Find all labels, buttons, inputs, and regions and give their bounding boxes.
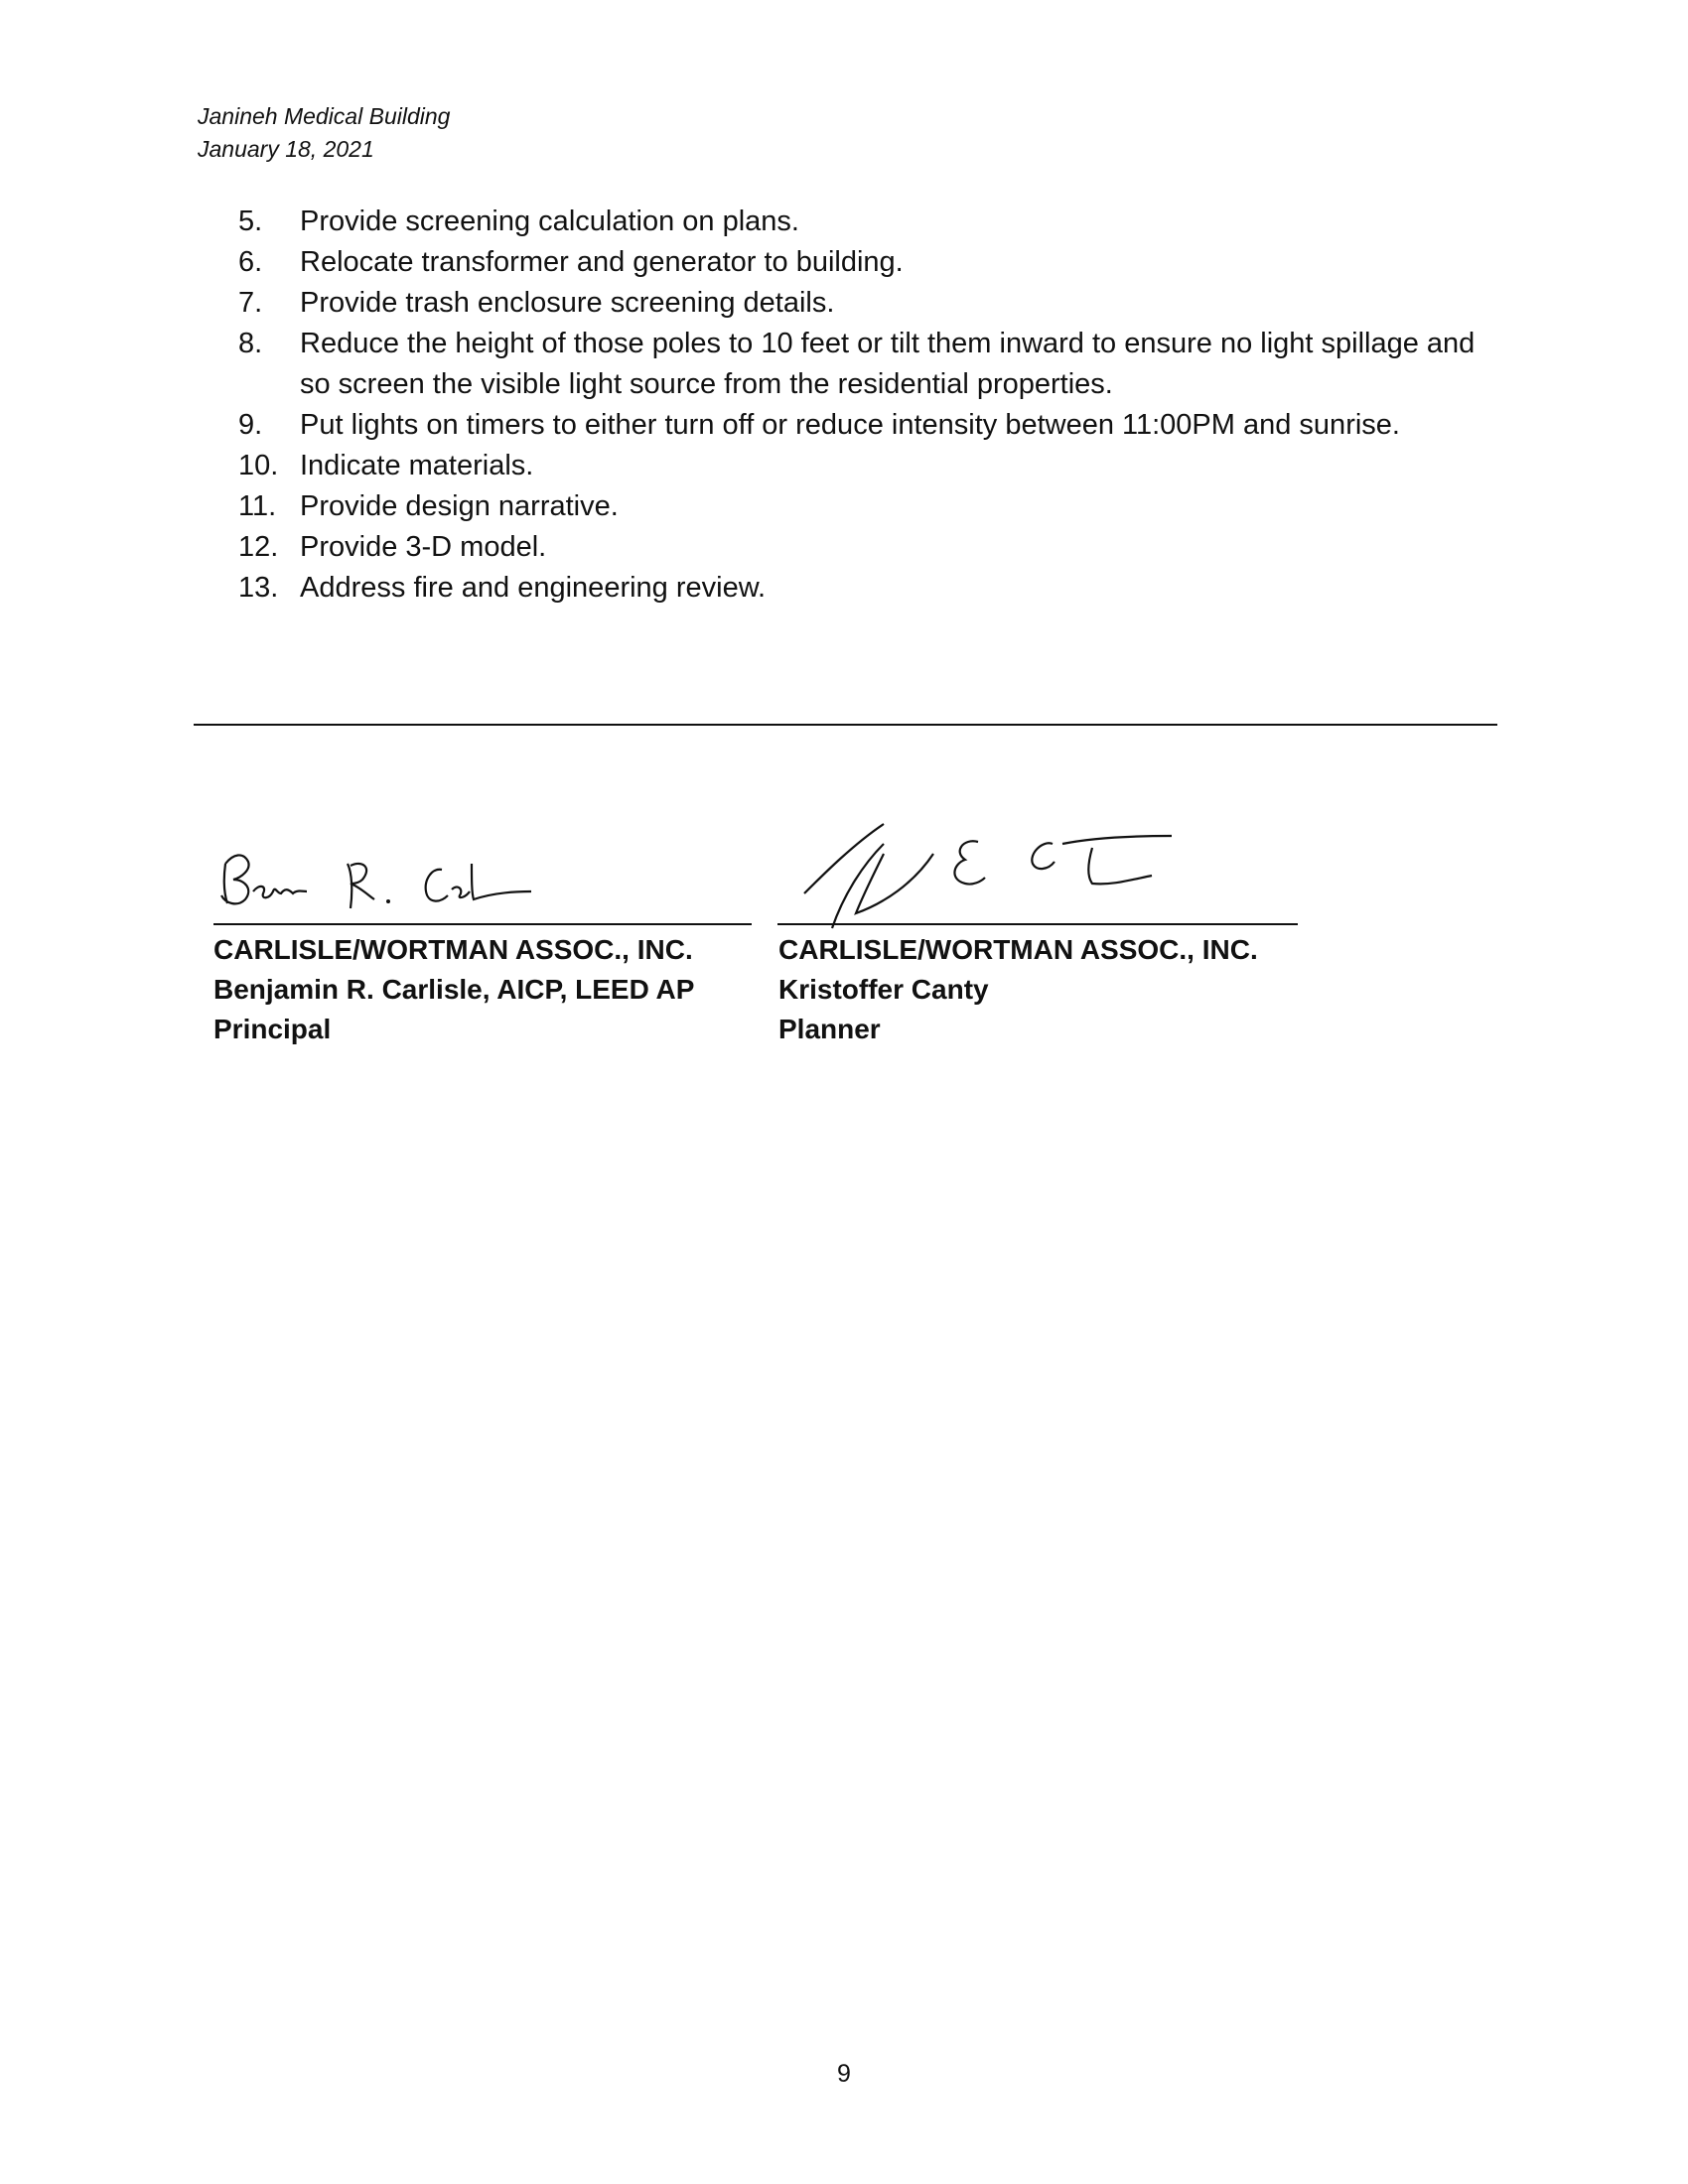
page-number: 9 xyxy=(837,2060,851,2088)
item-number: 10. xyxy=(238,450,279,481)
signature-line xyxy=(777,923,1298,925)
item-text: Address fire and engineering review. xyxy=(300,572,767,604)
recommendation-list xyxy=(238,202,1509,609)
document-header xyxy=(198,100,450,166)
signature-block-right xyxy=(778,930,1258,1049)
list-item xyxy=(238,486,1509,527)
item-number: 9. xyxy=(238,409,263,441)
document-title: Janineh Medical Building xyxy=(198,103,451,129)
item-number: 12. xyxy=(238,531,279,563)
signature-block-left xyxy=(213,930,694,1049)
signer-title: Planner xyxy=(778,1014,881,1044)
list-item xyxy=(238,242,1509,283)
item-text: Put lights on timers to either turn off or reduce intensity between 11:00PM and sunrise. xyxy=(300,409,1400,441)
signature-line xyxy=(213,923,752,925)
list-item xyxy=(238,568,1509,609)
signer-name: Kristoffer Canty xyxy=(778,974,989,1005)
item-text: Provide screening calculation on plans. xyxy=(300,205,799,237)
signature-benjamin-carlisle xyxy=(204,834,561,933)
item-number: 8. xyxy=(238,328,263,359)
item-text: Relocate transformer and generator to building. xyxy=(300,246,904,278)
list-item xyxy=(238,405,1509,446)
list-item xyxy=(238,202,1509,242)
signer-title: Principal xyxy=(213,1014,332,1044)
section-divider xyxy=(194,724,1497,726)
item-text: Provide design narrative. xyxy=(300,490,619,522)
item-number: 6. xyxy=(238,246,263,278)
item-text: Provide trash enclosure screening details. xyxy=(300,287,835,319)
list-item xyxy=(238,527,1509,568)
item-number: 7. xyxy=(238,287,263,319)
document-date: January 18, 2021 xyxy=(198,136,374,162)
item-number: 11. xyxy=(238,490,277,522)
list-item xyxy=(238,283,1509,324)
list-item xyxy=(238,324,1509,405)
signer-name: Benjamin R. Carlisle, AICP, LEED AP xyxy=(213,974,695,1005)
signature-kristoffer-canty xyxy=(794,814,1291,933)
item-text: Provide 3-D model. xyxy=(300,531,547,563)
item-number: 5. xyxy=(238,205,263,237)
item-text: Reduce the height of those poles to 10 feet or tilt them inward to ensure no light spillage and so screen the visible light source from the residential properties. xyxy=(300,328,1476,400)
item-text: Indicate materials. xyxy=(300,450,534,481)
signer-company: CARLISLE/WORTMAN ASSOC., INC. xyxy=(778,934,1258,965)
list-item xyxy=(238,446,1509,486)
item-number: 13. xyxy=(238,572,279,604)
signer-company: CARLISLE/WORTMAN ASSOC., INC. xyxy=(213,934,693,965)
